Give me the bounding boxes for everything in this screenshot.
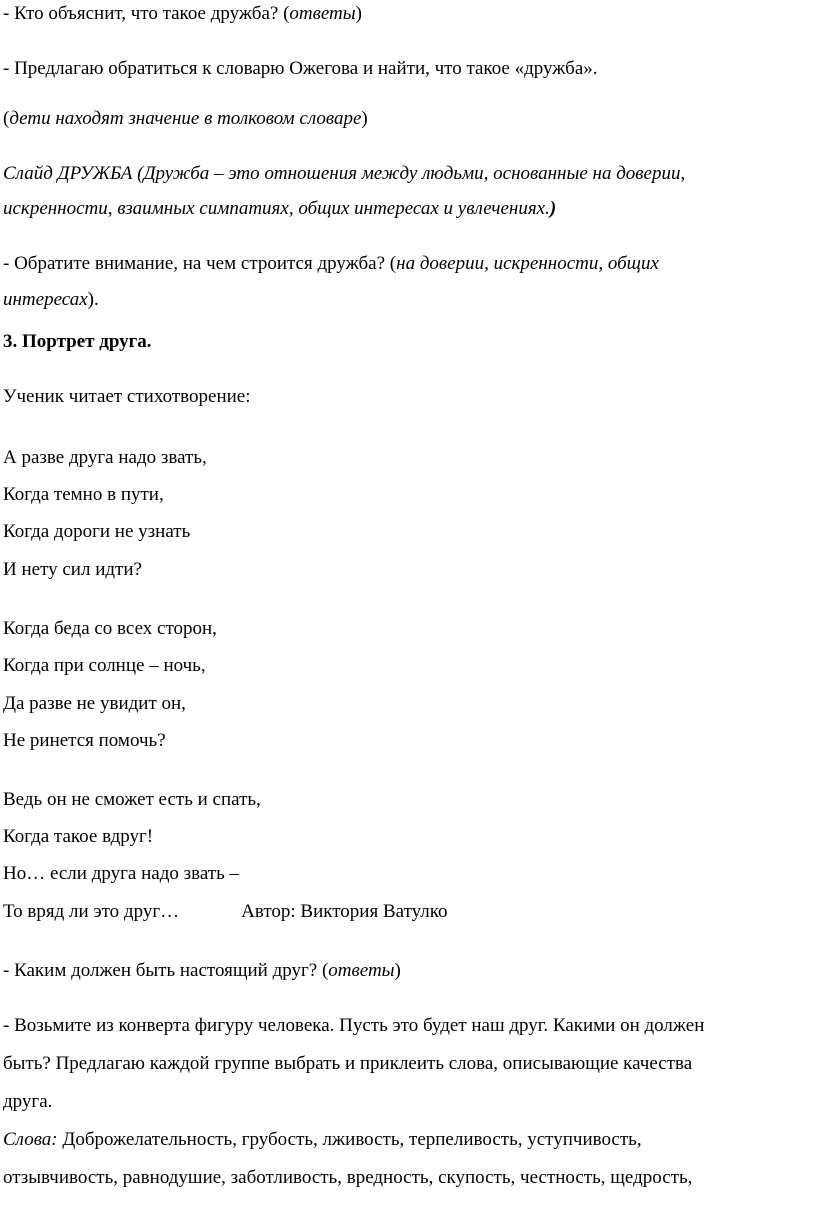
question-friendship-built-on-cont: интересах). [3, 289, 99, 310]
ozhegov-dictionary-paragraph: - Предлагаю обратиться к словарю Ожегова и найти, что такое «дружба». [3, 58, 598, 79]
question-what-is-friendship: - Кто объяснит, что такое дружба? (ответы) [3, 3, 362, 24]
poem-line: Да разве не увидит он, [3, 693, 186, 714]
poem-line: Когда темно в пути, [3, 484, 164, 505]
words-line-1: Слова: Доброжелательность, грубость, лживость, терпеливость, уступчивость, [3, 1129, 642, 1150]
poem-author: Автор: Виктория Ватулко [241, 901, 448, 922]
poem-line: Но… если друга надо звать – [3, 863, 240, 884]
words-line-2: отзывчивость, равнодушие, заботливость, вредность, скупость, честность, щедрость, [3, 1167, 693, 1188]
section-heading: 3. Портрет друга. [3, 331, 152, 352]
poem-line: Не ринется помочь? [3, 730, 166, 751]
slide-friendship-line-1: Слайд ДРУЖБА (Дружба – это отношения между людьми, основанные на доверии, [3, 163, 686, 184]
question-real-friend: - Каким должен быть настоящий друг? (ответы) [3, 960, 401, 981]
poem-line: А разве друга надо звать, [3, 447, 207, 468]
poem-line: Когда при солнце – ночь, [3, 655, 206, 676]
poem-line: Когда беда со всех сторон, [3, 618, 217, 639]
poem-line: Ведь он не сможет есть и спать, [3, 789, 261, 810]
poem-last-line-with-author: То вряд ли это друг… Автор: Виктория Ватулко [3, 901, 448, 922]
slide-friendship-line-2: искренности, взаимных симпатиях, общих интересах и увлечениях.) [3, 198, 557, 219]
envelope-paragraph-line-1: - Возьмите из конверта фигуру человека. Пусть это будет наш друг. Какими он должен [3, 1015, 705, 1036]
poem-line: Когда такое вдруг! [3, 826, 154, 847]
student-reads-poem: Ученик читает стихотворение: [3, 386, 251, 407]
envelope-paragraph-line-2: быть? Предлагаю каждой группе выбрать и приклеить слова, описывающие качества [3, 1053, 693, 1074]
envelope-paragraph-line-3: друга. [3, 1091, 53, 1112]
children-find-meaning-note: (дети находят значение в толковом словаре) [3, 108, 368, 129]
question-what-friendship-built-on: - Обратите внимание, на чем строится дружба? (на доверии, искренности, общих [3, 253, 659, 274]
poem-line: Когда дороги не узнать [3, 521, 191, 542]
poem-line: И нету сил идти? [3, 559, 142, 580]
